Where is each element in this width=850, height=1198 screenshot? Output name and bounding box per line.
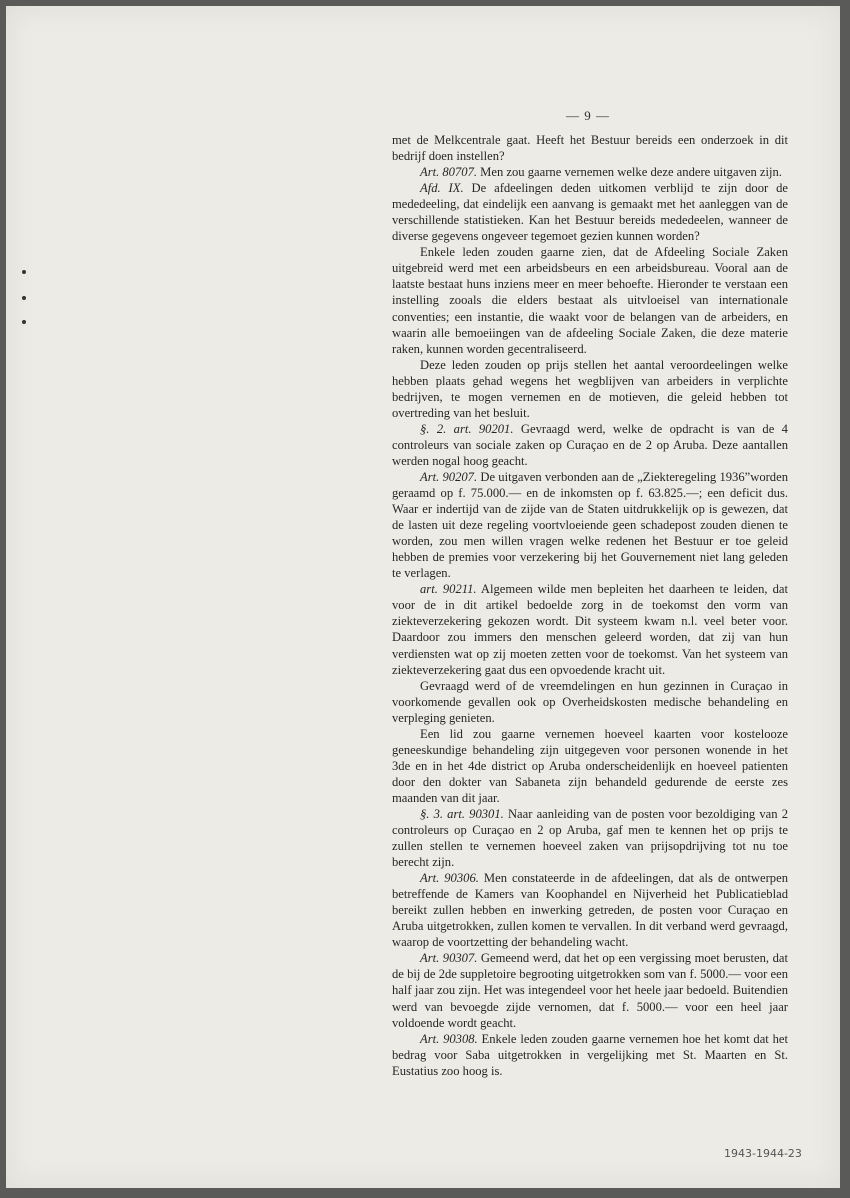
paragraph [392,244,788,356]
page-number: — 9 — [566,108,610,123]
handwritten-note: 1943-1944-23 [724,1147,802,1160]
paragraph-text: Naar aanleiding van de posten voor bezoldiging van 2 controleurs op Curaçao en 2 op Aruba, gaf men te kennen het op prijs te zullen stellen te vernemen hoeveel zaken van prijsopdrijving tot nu toe berecht zijn. [392,806,788,870]
paragraph [392,678,788,726]
paragraph-text: Enkele leden zouden gaarne zien, dat de Afdeeling Sociale Zaken uitgebreid werd met een arbeidsbeurs en een arbeidsbureau. Vooral aan de laatste bestaat huns inziens meer en meer behoefte. Hieronder te verstaan een instelling zooals die elders bestaat als uitvloeisel van internationale conventies; een instantie, die waakt voor de belangen van de arbeiders, en waarin alle bemoeiingen van de afdeeling Sociale Zaken, die deze materie raken, kunnen worden gecentraliseerd. [392,245,788,356]
paragraph-text: Enkele leden zouden gaarne vernemen hoe het komt dat het bedrag voor Saba uitgetrokken in vergelijking met St. Maarten en St. Eustatius zoo hoog is. [392,1031,788,1078]
paragraph-text: Gemeend werd, dat het op een vergissing moet berusten, dat de bij de 2de suppletoire begrooting uitgetrokken som van f. 5000.— voor een half jaar zou zijn. Het was integendeel voor het heele jaar bedoeld. Buitendien werd van bevoegde zijde vernomen, dat f. 5000.— voor een heel jaar voldoende wordt geacht. [392,951,788,1030]
paragraph [392,806,788,870]
article-ref: §. 3. art. 90301. [420,806,504,821]
paragraph [392,421,788,469]
article-ref: Art. 90207. [420,469,478,484]
paragraph [392,726,788,806]
paragraph [392,357,788,421]
article-ref: Art. 80707. [420,165,478,180]
margin-mark [22,296,26,300]
article-ref: Art. 90308. [420,1031,478,1046]
paragraph-text: Een lid zou gaarne vernemen hoeveel kaarten voor kostelooze geneeskundige behandeling zijn uitgegeven voor personen wonende in het 3de en in het 4de district op Aruba onderscheidenlijk en hoeveel patienten door den dokter van Sabaneta zijn behandeld gedurende de eerste zes maanden van dit jaar. [392,726,788,805]
paragraph-text: Gevraagd werd of de vreemdelingen en hun gezinnen in Curaçao in voorkomende gevallen ook op Overheidskosten medische behandeling en verpleging genieten. [392,678,788,725]
paragraph-text: Algemeen wilde men bepleiten het daarheen te leiden, dat voor de in dit artikel bedoelde zorg in de toekomst den vorm van ziekteverzekering gekozen wordt. Dit systeem kwam n.l. veel beter voor. Daardoor zou immers den menschen geleerd worden, dat zij van hun verdiensten wat op zij moeten zetten voor de toekomst. Van het systeem van ziekteverzekering gaat dus een opvoedende kracht uit. [392,582,788,677]
paragraph-text: Deze leden zouden op prijs stellen het aantal veroordeelingen welke hebben plaats gehad wegens het wegblijven van arbeiders in verplichte bedrijven, te mogen vernemen en de motieven, die geleid hebben tot overtreding van het besluit. [392,357,788,420]
margin-mark [22,320,26,324]
paragraph-text: Men zou gaarne vernemen welke deze andere uitgaven zijn. [477,165,782,180]
article-ref: Afd. IX. [420,181,464,196]
paragraph-text: met de Melkcentrale gaat. Heeft het Bestuur bereids een onderzoek in dit bedrijf doen instellen? [392,133,788,164]
paragraph-text: De afdeelingen deden uitkomen verblijd te zijn door de mededeeling, dat eindelijk een aanvang is gemaakt met het aanleggen van de verschillende statistieken. Kan het Bestuur bereids mededeelen, wanneer de diverse gegevens ongeveer tegemoet gezien kunnen worden? [392,181,788,244]
margin-mark [22,270,26,274]
paragraph-text: Gevraagd werd, welke de opdracht is van de 4 controleurs van sociale zaken op Curaçao en de 2 op Aruba. Deze aantallen werden nogal hoog geacht. [392,421,788,468]
paragraph [392,581,788,677]
paragraph [392,469,788,581]
paragraph [392,870,788,950]
article-ref: Art. 90307. [420,951,478,966]
paragraph [392,164,788,180]
paragraph [392,180,788,244]
paragraph [392,132,788,164]
article-ref: §. 2. art. 90201. [420,421,514,436]
article-ref: art. 90211. [420,582,477,597]
paragraph-text: Men constateerde in de afdeelingen, dat als de ontwerpen betreffende de Kamers van Koophandel en Nijverheid het Publicatieblad bereikt zullen hebben en inwerking getreden, de posten voor Curaçao en Aruba uitgetrokken, zullen komen te vervallen. In dit verband werd gevraagd, waarop de voortzetting der behandeling wacht. [392,871,788,950]
paragraph-text: De uitgaven verbonden aan de „Ziekteregeling 1936”worden geraamd op f. 75.000.— en de inkomsten op f. 63.825.—; een deficit dus. Waar er indertijd van de zijde van de Staten uitdrukkelijk op is gewezen, dat de lasten uit deze regeling voortvloeiende geen schadepost zouden dienen te worden, zou men willen vragen welke redenen het Bestuur er toe geleid hebben de premies voor verzekering bij het Gouvernement niet lang geleden te verlagen. [392,469,788,581]
body-text [392,132,788,1079]
paragraph [392,1031,788,1079]
document-page [6,6,840,1188]
article-ref: Art. 90306. [420,871,479,886]
paragraph [392,950,788,1030]
